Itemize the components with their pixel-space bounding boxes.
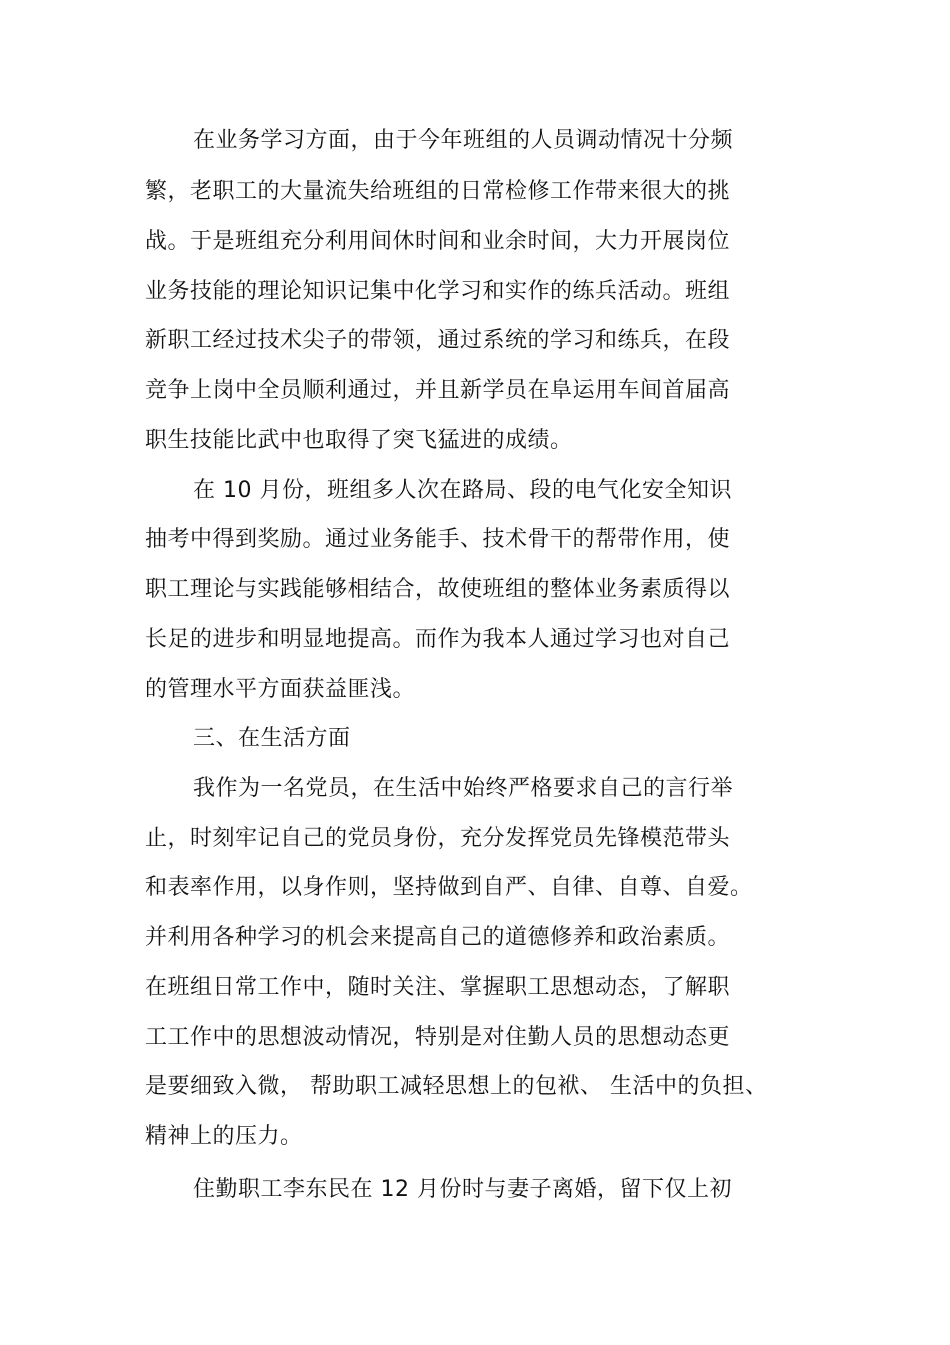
paragraph-line: 是要细致入微， 帮助职工减轻思想上的包袱、 生活中的负担、 xyxy=(145,1074,768,1099)
paragraph-line: 战。于是班组充分利用间休时间和业余时间，大力开展岗位 xyxy=(145,229,731,254)
paragraph-line: 长足的进步和明显地提高。而作为我本人通过学习也对自己 xyxy=(145,627,731,652)
paragraph-line: 职工理论与实践能够相结合，故使班组的整体业务素质得以 xyxy=(145,577,731,602)
paragraph-line: 在班组日常工作中，随时关注、掌握职工思想动态，了解职 xyxy=(145,975,731,1000)
paragraph-line: 和表率作用，以身作则，坚持做到自严、自律、自尊、自爱。 xyxy=(145,875,753,900)
paragraph-line: 我作为一名党员，在生活中始终严格要求自己的言行举 xyxy=(193,776,734,801)
paragraph-line: 业务技能的理论知识记集中化学习和实作的练兵活动。班组 xyxy=(145,279,731,304)
paragraph-line: 繁，老职工的大量流失给班组的日常检修工作带来很大的挑 xyxy=(145,179,731,204)
paragraph-line: 职生技能比武中也取得了突飞猛进的成绩。 xyxy=(145,428,573,453)
paragraph-line: 抽考中得到奖励。通过业务能手、技术骨干的帮带作用，使 xyxy=(145,527,731,552)
paragraph-line: 精神上的压力。 xyxy=(145,1124,303,1149)
paragraph-line: 的管理水平方面获益匪浅。 xyxy=(145,677,416,702)
paragraph-line: 新职工经过技术尖子的带领，通过系统的学习和练兵，在段 xyxy=(145,328,731,353)
paragraph-line: 工工作中的思想波动情况，特别是对住勤人员的思想动态更 xyxy=(145,1025,731,1050)
paragraph-line: 竞争上岗中全员顺利通过，并且新学员在阜运用车间首届高 xyxy=(145,378,731,403)
section-heading: 三、在生活方面 xyxy=(193,726,351,751)
paragraph-line: 在业务学习方面，由于今年班组的人员调动情况十分频 xyxy=(193,128,734,153)
paragraph-line: 止，时刻牢记自己的党员身份，充分发挥党员先锋模范带头 xyxy=(145,826,731,851)
paragraph-line: 在 10 月份，班组多人次在路局、段的电气化安全知识 xyxy=(193,478,732,503)
paragraph-line: 并利用各种学习的机会来提高自己的道德修养和政治素质。 xyxy=(145,925,731,950)
paragraph-line: 住勤职工李东民在 12 月份时与妻子离婚，留下仅上初 xyxy=(193,1177,732,1202)
